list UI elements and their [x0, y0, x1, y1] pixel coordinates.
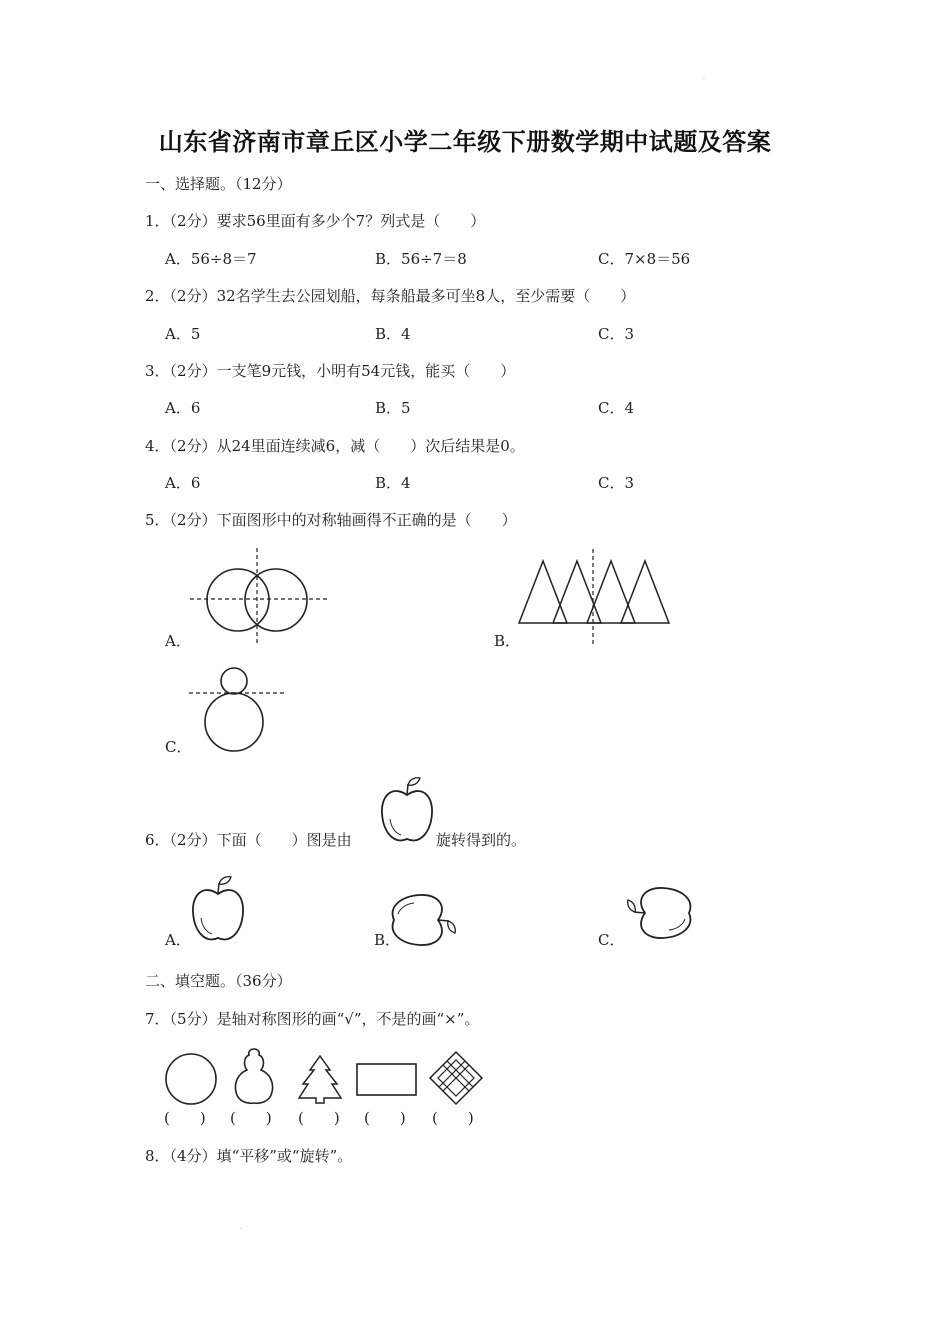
question-2-option-c: C．3: [598, 325, 635, 343]
page-title: 山东省济南市章丘区小学二年级下册数学期中试题及答案: [158, 128, 772, 156]
question-1-stem: 1．（2分）要求56里面有多少个7？列式是（ ）: [145, 212, 486, 230]
answer-blank-5: ( ): [432, 1109, 474, 1127]
apple-icon: [377, 775, 437, 851]
question-6-option-a: A．: [165, 931, 191, 949]
answer-blank-2: ( ): [230, 1109, 272, 1127]
question-1-option-c: C．7×8＝56: [598, 250, 691, 268]
question-4-option-b: B．4: [375, 474, 411, 492]
section-1-heading: 一、选择题。（12分）: [145, 175, 292, 193]
question-5-option-b: B．: [494, 632, 521, 650]
tree-icon: [297, 1054, 343, 1108]
scan-dot: ·: [240, 1226, 242, 1233]
answer-blank-1: ( ): [164, 1109, 206, 1127]
question-6-option-b: B．: [374, 931, 401, 949]
question-3-option-c: C．4: [598, 399, 635, 417]
apple-option-c-icon: [625, 882, 697, 948]
scan-dot: ·: [703, 76, 705, 83]
snowman-circles-icon: [185, 663, 290, 762]
question-5-option-c: C．: [165, 738, 192, 756]
two-overlapping-circles-icon: [185, 545, 335, 649]
circle-icon: [162, 1050, 220, 1112]
question-4-option-a: A．6: [165, 474, 201, 492]
question-3-option-b: B．5: [375, 399, 411, 417]
question-4-option-c: C．3: [598, 474, 635, 492]
question-7-stem: 7．（5分）是轴对称图形的画“√”，不是的画“×”。: [145, 1010, 480, 1028]
question-1-option-a: A．56÷8＝7: [165, 250, 257, 268]
diamond-knot-icon: [428, 1050, 484, 1110]
apple-option-a-icon: [188, 874, 248, 950]
question-5-option-a: A．: [165, 632, 191, 650]
four-overlapping-triangles-icon: [515, 546, 675, 654]
answer-blank-3: ( ): [298, 1109, 340, 1127]
question-1-option-b: B．56÷7＝8: [375, 250, 467, 268]
question-5-stem: 5．（2分）下面图形中的对称轴画得不正确的是（ ）: [145, 511, 517, 529]
answer-blank-4: ( ): [364, 1109, 406, 1127]
question-6-stem-start: 6．（2分）下面（ ）图是由: [145, 831, 352, 849]
question-6-option-c: C．: [598, 931, 625, 949]
question-3-option-a: A．6: [165, 399, 201, 417]
question-2-option-a: A．5: [165, 325, 201, 343]
question-8-stem: 8．（4分）填“平移”或“旋转”。: [145, 1147, 353, 1165]
section-2-heading: 二、填空题。（36分）: [145, 972, 292, 990]
question-3-stem: 3．（2分）一支笔9元钱，小明有54元钱，能买（ ）: [145, 362, 516, 380]
rectangle-icon: [355, 1062, 419, 1102]
gourd-icon: [232, 1046, 276, 1110]
question-4-stem: 4．（2分）从24里面连续减6，减（ ）次后结果是0。: [145, 437, 525, 455]
question-6-stem-end: 旋转得到的。: [436, 831, 527, 849]
apple-option-b-icon: [397, 884, 469, 950]
question-2-stem: 2．（2分）32名学生去公园划船，每条船最多可坐8人，至少需要（ ）: [145, 287, 636, 305]
question-2-option-b: B．4: [375, 325, 411, 343]
